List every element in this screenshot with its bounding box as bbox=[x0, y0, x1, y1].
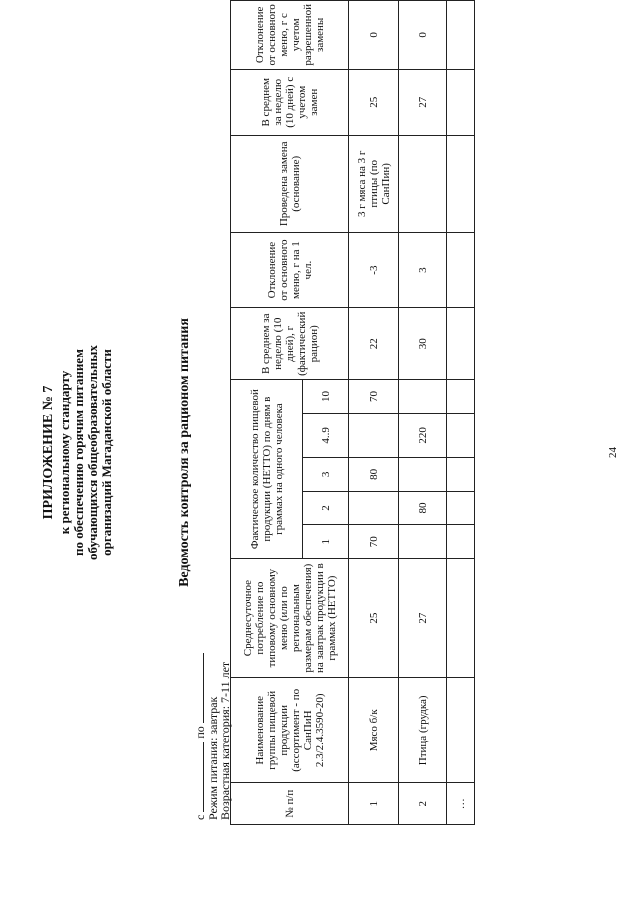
cell-replacement bbox=[399, 135, 447, 232]
header-avg-with-replacement: В среднем за неделю (10 дней) с учетом замен bbox=[231, 69, 349, 135]
period-to-blank bbox=[203, 653, 204, 723]
control-table bbox=[230, 0, 475, 825]
cell-day-4-9 bbox=[349, 413, 399, 457]
cell-avg-with-replacement: 25 bbox=[349, 69, 399, 135]
cell-deviation: -3 bbox=[349, 232, 399, 308]
period-line bbox=[193, 653, 207, 820]
cell-replacement: 3 г мяса на 3 г птицы (по СанПин) bbox=[349, 135, 399, 232]
document-title: Ведомость контроля за рационом питания bbox=[177, 318, 192, 587]
cell-day-3 bbox=[447, 457, 475, 491]
cell-deviation bbox=[447, 232, 475, 308]
table-row bbox=[447, 1, 475, 825]
page-number: 24 bbox=[607, 447, 619, 458]
cell-replacement bbox=[447, 135, 475, 232]
cell-day-2 bbox=[349, 491, 399, 525]
cell-day-10: 70 bbox=[349, 380, 399, 414]
cell-avg: 25 bbox=[349, 559, 399, 678]
cell-day-10 bbox=[399, 380, 447, 414]
cell-avg-with-replacement bbox=[447, 69, 475, 135]
header-day-4-9: 4..9 bbox=[303, 413, 349, 457]
appendix-title: ПРИЛОЖЕНИЕ № 7 bbox=[41, 385, 56, 520]
header-day-10: 10 bbox=[303, 380, 349, 414]
cell-avg-10: 30 bbox=[399, 308, 447, 380]
header-num: № п/п bbox=[231, 783, 349, 825]
table-row bbox=[349, 1, 399, 825]
cell-day-4-9: 220 bbox=[399, 413, 447, 457]
header-day-1: 1 bbox=[303, 525, 349, 559]
period-from-blank bbox=[203, 742, 204, 812]
cell-deviation-with-replacement: 0 bbox=[349, 1, 399, 70]
appendix-line-1: к региональному стандарту bbox=[57, 370, 72, 535]
cell-day-1 bbox=[399, 525, 447, 559]
cell-avg-with-replacement: 27 bbox=[399, 69, 447, 135]
appendix-line-4: организаций Магаданской области bbox=[99, 349, 114, 556]
header-avg-consumption: Среднесуточное потребление по типовому основному меню (или по региональным размерам обеспечения) на завтрак продукции в граммах (НЕТТО) bbox=[231, 559, 349, 678]
header-product-group: Наименование группы пищевой продукции (ассортимент - по СанПиН 2.3/2.4.3590-20) bbox=[231, 678, 349, 783]
cell-day-3 bbox=[399, 457, 447, 491]
cell-day-2: 80 bbox=[399, 491, 447, 525]
age-category: Возрастная категория: 7-11 лет bbox=[218, 661, 232, 820]
cell-num: … bbox=[447, 783, 475, 825]
cell-product bbox=[447, 678, 475, 783]
cell-avg-10 bbox=[447, 308, 475, 380]
cell-day-10 bbox=[447, 380, 475, 414]
cell-day-1: 70 bbox=[349, 525, 399, 559]
cell-avg: 27 bbox=[399, 559, 447, 678]
cell-avg-10: 22 bbox=[349, 308, 399, 380]
cell-product: Птица (грудка) bbox=[399, 678, 447, 783]
cell-deviation-with-replacement: 0 bbox=[399, 1, 447, 70]
cell-day-2 bbox=[447, 491, 475, 525]
cell-day-3: 80 bbox=[349, 457, 399, 491]
table-row bbox=[399, 1, 447, 825]
cell-day-4-9 bbox=[447, 413, 475, 457]
meal-mode: Режим питания: завтрак bbox=[206, 696, 220, 820]
cell-day-1 bbox=[447, 525, 475, 559]
header-day-3: 3 bbox=[303, 457, 349, 491]
cell-num: 2 bbox=[399, 783, 447, 825]
period-to-label: по bbox=[193, 726, 207, 739]
header-deviation: Отклонение от основного меню, г на 1 чел. bbox=[231, 232, 349, 308]
header-replacement: Проведена замена (основание) bbox=[231, 135, 349, 232]
appendix-line-3: обучающихся общеобразовательных bbox=[85, 345, 100, 560]
header-deviation-with-replacement: Отклонение от основного меню, г с учетом разрешенной замены bbox=[231, 1, 349, 70]
cell-num: 1 bbox=[349, 783, 399, 825]
cell-deviation: 3 bbox=[399, 232, 447, 308]
header-avg-10-days: В среднем за неделю (10 дней), г (фактический рацион) bbox=[231, 308, 349, 380]
cell-deviation-with-replacement bbox=[447, 1, 475, 70]
cell-product: Мясо б/к bbox=[349, 678, 399, 783]
cell-avg bbox=[447, 559, 475, 678]
appendix-line-2: по обеспечению горячим питанием bbox=[71, 349, 86, 556]
header-actual-quantity: Фактическое количество пищевой продукции (НЕТТО) по дням в граммах на одного человека bbox=[231, 380, 303, 559]
header-day-2: 2 bbox=[303, 491, 349, 525]
period-from-label: с bbox=[193, 814, 207, 820]
